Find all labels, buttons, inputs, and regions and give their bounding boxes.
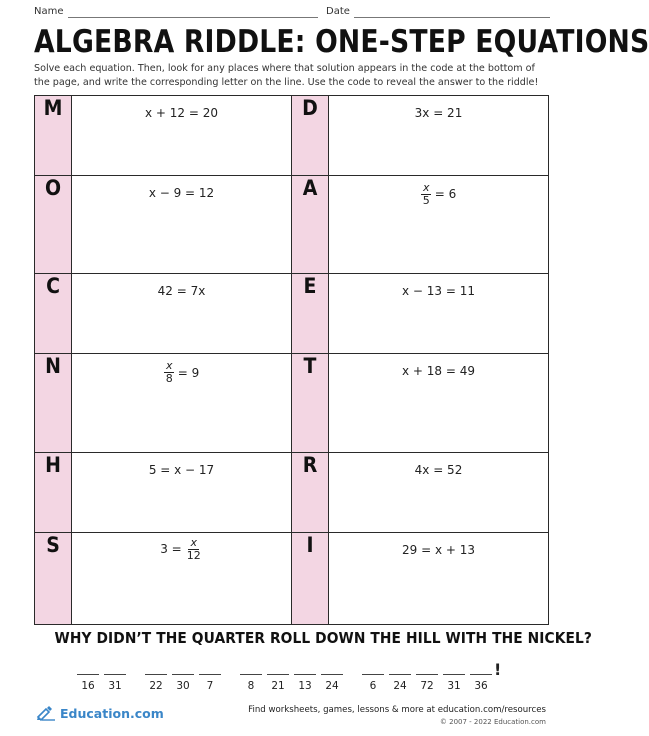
copyright-text: © 2007 - 2022 Education.com — [439, 718, 546, 726]
letter-cell-left: S — [35, 532, 72, 624]
answer-blank[interactable] — [172, 660, 194, 692]
equation-row — [35, 532, 549, 624]
answer-line[interactable] — [172, 660, 194, 675]
code-number: 16 — [81, 680, 95, 692]
equation-cell-left[interactable] — [72, 354, 292, 452]
answer-blank[interactable] — [104, 660, 126, 692]
fraction-denominator: 5 — [422, 193, 430, 207]
fraction — [421, 182, 432, 207]
answer-blank[interactable] — [145, 660, 167, 692]
code-number: 13 — [298, 680, 312, 692]
code-number: 24 — [325, 680, 339, 692]
answer-code — [0, 660, 580, 700]
equation-row — [35, 175, 549, 273]
equation-text: 5 = x − 17 — [148, 462, 215, 477]
equation-row — [35, 274, 549, 354]
equation-text: x − 13 = 11 — [401, 284, 475, 299]
equation-cell-left[interactable] — [72, 452, 292, 532]
equation-cell-right[interactable] — [329, 354, 549, 452]
fraction — [185, 537, 203, 562]
equation-row — [35, 452, 549, 532]
equation-cell-left[interactable] — [72, 96, 292, 176]
answer-blank[interactable] — [389, 660, 411, 692]
equation-text: 4x = 52 — [414, 462, 463, 477]
equation-text: x + 12 = 20 — [144, 106, 218, 120]
answer-line[interactable] — [470, 660, 492, 675]
equation-cell-left[interactable] — [72, 274, 292, 354]
answer-line[interactable] — [199, 660, 221, 675]
fraction-numerator: x — [165, 359, 173, 373]
date-line[interactable] — [354, 17, 550, 18]
equation-row — [35, 96, 549, 176]
equation-grid — [34, 95, 549, 625]
answer-blank[interactable] — [443, 660, 465, 692]
equation-text: 29 = x + 13 — [401, 542, 475, 557]
equation-right-side: = 6 — [434, 187, 457, 202]
equation-text: x + 18 = 49 — [401, 364, 475, 379]
answer-line[interactable] — [362, 660, 384, 675]
fraction-equation — [421, 182, 457, 207]
answer-line[interactable] — [294, 660, 316, 675]
fraction-numerator: x — [422, 180, 430, 194]
fraction — [164, 360, 175, 385]
answer-line[interactable] — [321, 660, 343, 675]
equation-cell-right[interactable] — [329, 96, 549, 176]
letter-cell-right: I — [292, 532, 329, 624]
equation-right-side: = 9 — [177, 365, 200, 380]
letter-cell-left: C — [35, 274, 72, 354]
answer-blank[interactable] — [240, 660, 262, 692]
answer-blank[interactable] — [77, 660, 99, 692]
answer-blank[interactable] — [416, 660, 438, 692]
answer-line[interactable] — [77, 660, 99, 675]
letter-cell-left: M — [35, 96, 72, 176]
code-number: 36 — [474, 680, 488, 692]
answer-blank[interactable] — [267, 660, 289, 692]
code-number: 72 — [420, 680, 434, 692]
answer-line[interactable] — [240, 660, 262, 675]
answer-line[interactable] — [389, 660, 411, 675]
answer-blank[interactable] — [321, 660, 343, 692]
name-date-header — [34, 4, 550, 20]
equation-cell-right[interactable] — [329, 452, 549, 532]
code-number: 6 — [369, 680, 377, 692]
page-title: ALGEBRA RIDDLE: ONE-STEP EQUATIONS — [34, 24, 649, 60]
answer-line[interactable] — [416, 660, 438, 675]
equation-left-side: 3 = — [160, 542, 182, 557]
letter-cell-right: R — [292, 452, 329, 532]
code-number: 22 — [149, 680, 163, 692]
code-number: 24 — [393, 680, 407, 692]
find-resources-text: Find worksheets, games, lessons & more at education.com/resources — [248, 705, 546, 715]
equation-text: 42 = 7x — [157, 284, 206, 299]
instructions-text: Solve each equation. Then, look for any places where that solution appears in the code at the bottom of the page, and write the corresponding letter on the line. Use the code to reveal the answer to the riddle! — [34, 63, 539, 88]
name-line[interactable] — [68, 17, 318, 18]
exclamation-mark: ! — [494, 660, 502, 679]
fraction-numerator: x — [190, 535, 197, 549]
fraction-denominator: 12 — [186, 548, 201, 562]
pencil-book-icon — [36, 705, 56, 721]
date-label: Date — [326, 6, 350, 17]
equation-cell-left[interactable] — [72, 175, 292, 273]
letter-cell-left: N — [35, 354, 72, 452]
equation-cell-right[interactable] — [329, 274, 549, 354]
letter-cell-left: H — [35, 452, 72, 532]
letter-cell-left: O — [35, 175, 72, 273]
code-number: 30 — [176, 680, 190, 692]
letter-cell-right: A — [292, 175, 329, 273]
name-label: Name — [34, 6, 64, 17]
code-number: 31 — [108, 680, 122, 692]
equation-cell-right[interactable] — [329, 532, 549, 624]
logo-text: Education.com — [60, 705, 164, 721]
equation-row — [35, 354, 549, 452]
answer-line[interactable] — [267, 660, 289, 675]
equation-cell-left[interactable] — [72, 532, 292, 624]
code-number: 21 — [271, 680, 285, 692]
answer-blank[interactable] — [199, 660, 221, 692]
equation-cell-right[interactable] — [329, 175, 549, 273]
answer-blank[interactable] — [362, 660, 384, 692]
fraction-equation — [164, 360, 200, 385]
code-number: 8 — [247, 680, 255, 692]
footer — [0, 703, 580, 736]
letter-cell-right: E — [292, 274, 329, 354]
answer-blank[interactable] — [470, 660, 492, 692]
answer-blank[interactable] — [294, 660, 316, 692]
fraction-denominator: 8 — [165, 372, 173, 386]
letter-cell-right: T — [292, 354, 329, 452]
letter-cell-right: D — [292, 96, 329, 176]
answer-line[interactable] — [443, 660, 465, 675]
code-number: 31 — [447, 680, 461, 692]
equation-text: x − 9 = 12 — [148, 185, 215, 200]
fraction-equation — [160, 537, 203, 562]
education-logo[interactable] — [36, 705, 164, 721]
code-number: 7 — [206, 680, 214, 692]
equation-text: 3x = 21 — [414, 106, 463, 120]
riddle-question: WHY DIDN’T THE QUARTER ROLL DOWN THE HILL WITH THE NICKEL? — [54, 629, 593, 647]
answer-line[interactable] — [104, 660, 126, 675]
answer-line[interactable] — [145, 660, 167, 675]
